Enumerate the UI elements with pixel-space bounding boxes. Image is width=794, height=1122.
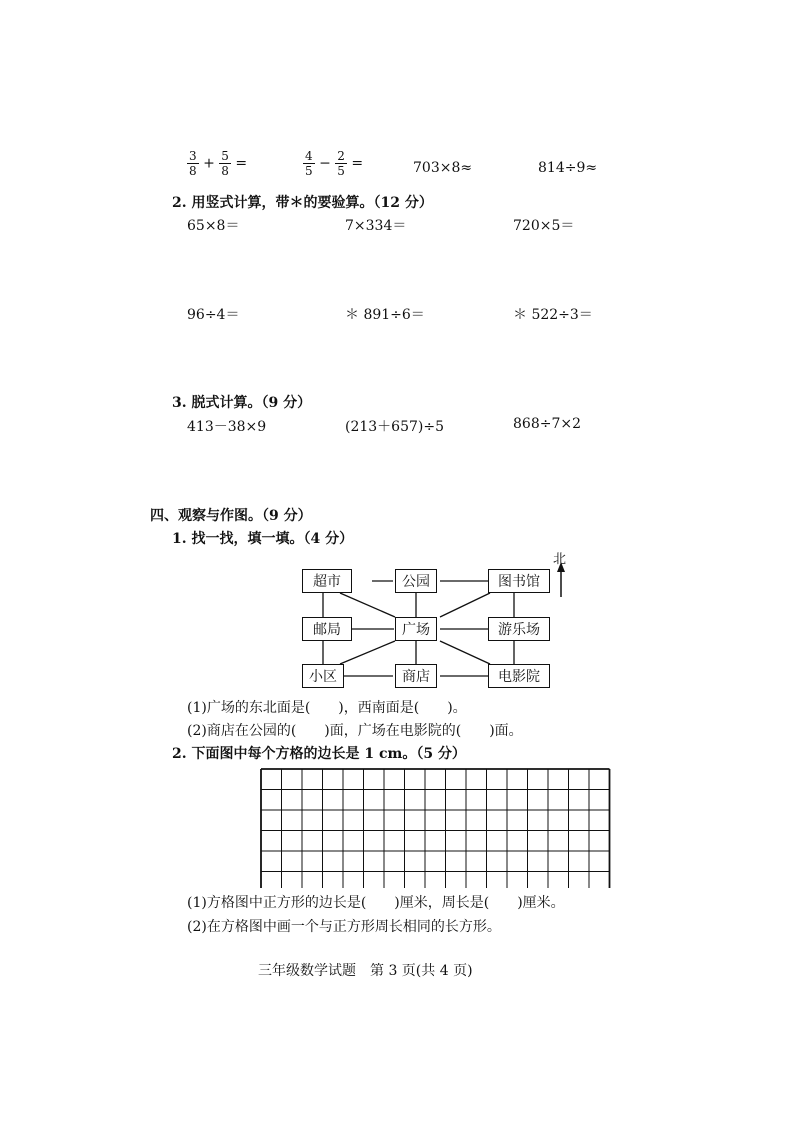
equals-sign: = xyxy=(235,155,248,172)
question-2-blank-1: (1)方格图中正方形的边长是( )厘米，周长是( )厘米。 xyxy=(187,895,565,911)
place-youju: 邮局 xyxy=(302,617,352,641)
place-guangchang: 广场 xyxy=(395,617,437,641)
fraction: $\frac{4}{5}$ xyxy=(305,149,313,178)
question-1-blank-2: (2)商店在公园的( )面，广场在电影院的( )面。 xyxy=(187,723,523,739)
place-chaoshi: 超市 xyxy=(302,569,352,593)
equals-sign: = xyxy=(351,155,364,172)
fraction: $\frac{3}{8}$ xyxy=(189,149,197,178)
page-footer: 三年级数学试题 第 3 页(共 4 页) xyxy=(258,963,473,979)
vertical-calc-item: ＊ 891÷6＝ xyxy=(345,307,425,323)
north-arrow-icon xyxy=(557,562,565,597)
section-2-title: 2. 用竖式计算，带＊的要验算。（12 分） xyxy=(172,195,433,211)
question-2-blank-2: (2)在方格图中画一个与正方形周长相同的长方形。 xyxy=(187,919,501,935)
question-2-title: 2. 下面图中每个方格的边长是 1 cm。（5 分） xyxy=(172,746,466,762)
vertical-calc-item: ＊ 522÷3＝ xyxy=(513,307,593,323)
minus-sign: − xyxy=(319,155,331,172)
vertical-calc-item: 7×334＝ xyxy=(345,218,407,234)
fraction: $\frac{5}{8}$ xyxy=(221,149,229,178)
place-tushuguan: 图书馆 xyxy=(488,569,550,593)
question-1-blank-1: (1)广场的东北面是( )，西南面是( )。 xyxy=(187,700,467,716)
stepwise-calc-item: (213＋657)÷5 xyxy=(345,419,445,435)
vertical-calc-item: 96÷4＝ xyxy=(187,307,240,323)
plus-sign: + xyxy=(203,155,215,172)
question-1-title: 1. 找一找，填一填。（4 分） xyxy=(172,531,354,547)
fraction: $\frac{2}{5}$ xyxy=(337,149,345,178)
stepwise-calc-item: 413－38×9 xyxy=(187,419,267,435)
place-youlechang: 游乐场 xyxy=(488,617,550,641)
square-grid xyxy=(260,768,612,888)
place-xiaoqu: 小区 xyxy=(302,664,344,688)
stepwise-calc-item: 868÷7×2 xyxy=(513,416,581,432)
vertical-calc-item: 65×8＝ xyxy=(187,218,240,234)
place-gongyuan: 公园 xyxy=(395,569,437,593)
section-3-title: 3. 脱式计算。（9 分） xyxy=(172,395,312,411)
oral-calc-item-4: 814÷9≈ xyxy=(538,160,598,176)
north-label: 北 xyxy=(553,552,567,567)
place-shangdian: 商店 xyxy=(395,664,437,688)
oral-calc-item-3: 703×8≈ xyxy=(413,160,473,176)
place-dianyingyuan: 电影院 xyxy=(488,664,550,688)
vertical-calc-item: 720×5＝ xyxy=(513,218,575,234)
section-4-title: 四、观察与作图。（9 分） xyxy=(150,508,312,524)
